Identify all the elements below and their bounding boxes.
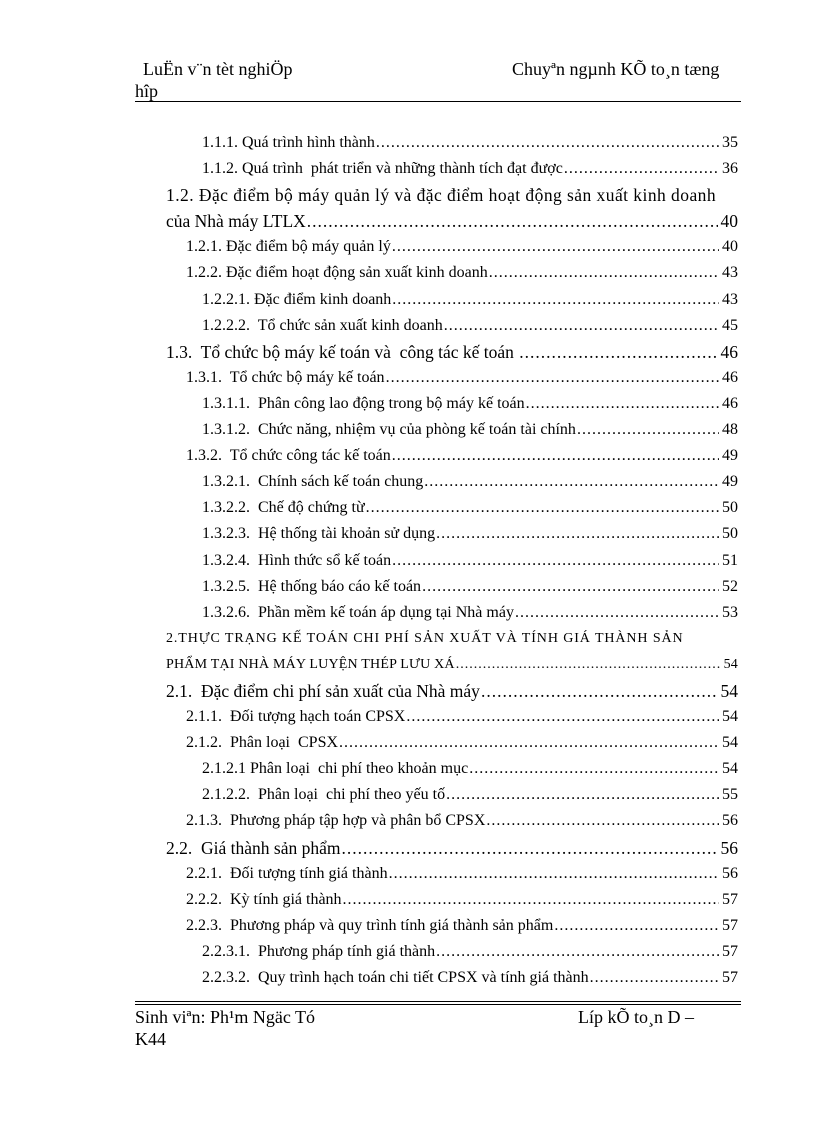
toc-page-number: 56: [722, 812, 738, 830]
toc-page-number: 57: [722, 969, 738, 986]
header-left: [135, 58, 292, 102]
toc-dot-leader: [386, 365, 719, 391]
header-thesis-label: LuËn v¨n tèt nghiÖp: [143, 59, 293, 79]
toc-page-number: 57: [722, 890, 738, 908]
toc-entry-title: 2.1.2.1 Phân loại chi phí theo khoản mục: [202, 760, 469, 778]
toc-entry: [166, 756, 738, 782]
toc-entry-title: 2.2.3.2. Quy trình hạch toán chi tiết CPSX và tính giá thành: [202, 969, 589, 986]
toc-page-number: 50: [722, 499, 738, 517]
toc-dot-leader: [392, 287, 719, 313]
toc-entry-title: 1.3.1.1. Phân công lao động trong bộ máy kế toán: [202, 394, 525, 412]
toc-dot-leader: [366, 495, 719, 521]
toc-dot-leader: [307, 208, 718, 234]
toc-dot-leader: [526, 391, 719, 417]
toc-entry-title: 1.2.2.1. Đặc điểm kinh doanh: [202, 290, 392, 308]
toc-dot-leader: [392, 548, 719, 574]
toc-entry: [166, 287, 738, 313]
toc-entry-title: 2.2.2. Kỳ tính giá thành: [186, 890, 342, 908]
toc-entry: [166, 835, 738, 861]
toc-dot-leader: [343, 887, 719, 913]
toc-entry: [166, 913, 738, 939]
toc-page-number: 46: [722, 368, 738, 386]
toc-page-number: 51: [722, 551, 738, 569]
toc-dot-leader: [519, 339, 717, 365]
toc-page-number: 56: [722, 864, 738, 882]
toc-entry: [166, 417, 738, 443]
toc-dot-leader: [446, 782, 719, 808]
toc-page-number: 54: [720, 680, 738, 701]
toc-dot-leader: [392, 443, 719, 469]
header-thesis-label-wrap: hîp: [135, 81, 159, 101]
toc-entry-title: 2.2. Giá thành sản phẩm: [166, 837, 341, 858]
toc-entry: [166, 939, 738, 965]
toc-dot-leader: [436, 521, 719, 547]
toc-dot-leader: [481, 678, 718, 704]
toc-entry-title-line1: 2.THỰC TRẠNG KẾ TOÁN CHI PHÍ SẢN XUẤT VÀ TÍNH GIÁ THÀNH SẢN: [166, 630, 684, 646]
toc-entry: [166, 130, 738, 156]
toc-page-number: 43: [722, 290, 738, 308]
toc-dot-leader: [339, 730, 719, 756]
footer-left: [135, 1006, 315, 1050]
toc-entry: [166, 730, 738, 756]
toc-page-number: 57: [722, 916, 738, 934]
toc-entry-title: 1.3.2.5. Hệ thống báo cáo kế toán: [202, 577, 422, 595]
toc-entry: [166, 861, 738, 887]
footer-student-name: Sinh viªn: Ph¹m Ngäc Tó: [135, 1007, 316, 1027]
header-rule: [135, 101, 741, 102]
toc-entry-title: 2.1.3. Phương pháp tập hợp và phân bổ CPSX: [186, 812, 486, 830]
toc-dot-leader: [389, 861, 719, 887]
toc-page-number: 53: [722, 603, 738, 621]
footer-class-label: Líp kÕ to¸n D –: [578, 1007, 694, 1027]
footer-student-class-code: K44: [135, 1029, 166, 1049]
toc-entry: [166, 965, 738, 991]
toc-entry: [166, 469, 738, 495]
toc-entry-title: 2.2.3. Phương pháp và quy trình tính giá thành sản phẩm: [186, 916, 554, 934]
toc-entry-title: 2.1. Đặc điểm chi phí sản xuất của Nhà máy: [166, 680, 480, 701]
toc-entry: [166, 391, 738, 417]
toc-entry: [166, 678, 738, 704]
toc-dot-leader: [444, 313, 719, 339]
toc-dot-leader: [456, 652, 721, 678]
toc-dot-leader: [422, 574, 719, 600]
toc-page-number: 49: [722, 447, 738, 465]
toc-entry: [166, 574, 738, 600]
toc-entry-title: 1.3.2.6. Phần mềm kế toán áp dụng tại Nhà máy: [202, 603, 514, 621]
toc-page-number: 56: [720, 837, 738, 858]
toc-dot-leader: [436, 939, 719, 965]
toc-entry-title: 1.3.1.2. Chức năng, nhiệm vụ của phòng kế toán tài chính: [202, 421, 576, 439]
toc-entry-title: của Nhà máy LTLX: [166, 211, 306, 232]
toc-page-number: 52: [722, 577, 738, 595]
toc-page-number: 57: [722, 942, 738, 960]
toc-entry-title-line1: 1.2. Đặc điểm bộ máy quản lý và đặc điểm hoạt động sản xuất kinh doanh: [166, 185, 717, 206]
toc-entry-title: 1.3.2.3. Hệ thống tài khoản sử dụng: [202, 525, 436, 543]
toc-dot-leader: [486, 808, 719, 834]
toc-page-number: 35: [722, 134, 738, 151]
toc-page-number: 50: [722, 525, 738, 543]
toc-entry: [166, 234, 738, 260]
toc-entry-title: 1.3.1. Tổ chức bộ máy kế toán: [186, 368, 385, 386]
toc-entry: [166, 782, 738, 808]
toc-entry-title: 2.2.3.1. Phương pháp tính giá thành: [202, 942, 436, 960]
toc-entry-title: 1.1.1. Quá trình hình thành: [202, 134, 375, 151]
toc-page-number: 43: [722, 264, 738, 282]
toc-page-number: 48: [722, 421, 738, 439]
toc-entry-title: 1.3.2.4. Hình thức sổ kế toán: [202, 551, 392, 569]
toc-dot-leader: [341, 835, 717, 861]
toc-entry-title: 1.2.2.2. Tổ chức sản xuất kinh doanh: [202, 316, 443, 334]
toc-dot-leader: [564, 156, 719, 182]
toc-page-number: 54: [722, 760, 738, 778]
toc-entry-title: 2.1.1. Đối tượng hạch toán CPSX: [186, 708, 406, 726]
toc-page-number: 49: [722, 473, 738, 491]
toc-entry-title: 1.3.2.2. Chế độ chứng từ: [202, 499, 365, 517]
footer-rule-top: [135, 1001, 741, 1002]
toc-dot-leader: [590, 965, 719, 991]
toc-entry: [166, 365, 738, 391]
toc-entry-title: 2.1.2.2. Phân loại chi phí theo yếu tố: [202, 786, 446, 804]
toc-entry: [166, 443, 738, 469]
toc-entry-title: 1.3.2. Tổ chức công tác kế toán: [186, 447, 391, 465]
toc-dot-leader: [406, 704, 719, 730]
toc-entry: [166, 626, 738, 678]
footer-rule-bottom: [135, 1004, 741, 1005]
toc-entry-title: 1.3. Tổ chức bộ máy kế toán và công tác kế toán: [166, 341, 519, 362]
toc-dot-leader: [392, 234, 719, 260]
toc-page-number: 55: [722, 786, 738, 804]
toc-dot-leader: [469, 756, 719, 782]
toc-entry-title: 2.1.2. Phân loại CPSX: [186, 734, 339, 752]
toc-dot-leader: [424, 469, 719, 495]
table-of-contents: [166, 130, 738, 991]
toc-page-number: 40: [722, 238, 738, 256]
toc-dot-leader: [577, 417, 719, 443]
toc-entry-title: 1.3.2.1. Chính sách kế toán chung: [202, 473, 424, 491]
toc-entry: [166, 704, 738, 730]
toc-entry-title: 1.1.2. Quá trình phát triển và những thành tích đạt được: [202, 160, 563, 178]
toc-page-number: 46: [720, 341, 738, 362]
toc-page-number: 54: [722, 734, 738, 752]
toc-entry-title: 1.2.2. Đặc điểm hoạt động sản xuất kinh doanh: [186, 264, 488, 282]
toc-page-number: 45: [722, 316, 738, 334]
toc-entry: [166, 260, 738, 286]
toc-page-number: 46: [722, 394, 738, 412]
toc-page-number: 54: [723, 656, 738, 672]
toc-entry: [166, 156, 738, 182]
toc-dot-leader: [489, 260, 719, 286]
toc-entry: [166, 600, 738, 626]
toc-page-number: 36: [722, 160, 738, 178]
toc-dot-leader: [376, 130, 719, 156]
toc-page-number: 54: [722, 708, 738, 726]
toc-entry: [166, 495, 738, 521]
toc-dot-leader: [554, 913, 719, 939]
toc-entry-title: PHẨM TẠI NHÀ MÁY LUYỆN THÉP LƯU XÁ: [166, 656, 455, 672]
toc-dot-leader: [515, 600, 719, 626]
toc-entry: [166, 548, 738, 574]
toc-entry: [166, 339, 738, 365]
toc-entry: [166, 808, 738, 834]
toc-page-number: 40: [720, 211, 738, 232]
toc-entry-title: 2.2.1. Đối tượng tính giá thành: [186, 864, 388, 882]
toc-entry: [166, 521, 738, 547]
toc-entry-title: 1.2.1. Đặc điểm bộ máy quản lý: [186, 238, 391, 256]
header-major-label: Chuyªn ngµnh KÕ to¸n tæng: [512, 59, 720, 79]
toc-entry: [166, 313, 738, 339]
toc-entry: [166, 182, 738, 234]
toc-entry: [166, 887, 738, 913]
